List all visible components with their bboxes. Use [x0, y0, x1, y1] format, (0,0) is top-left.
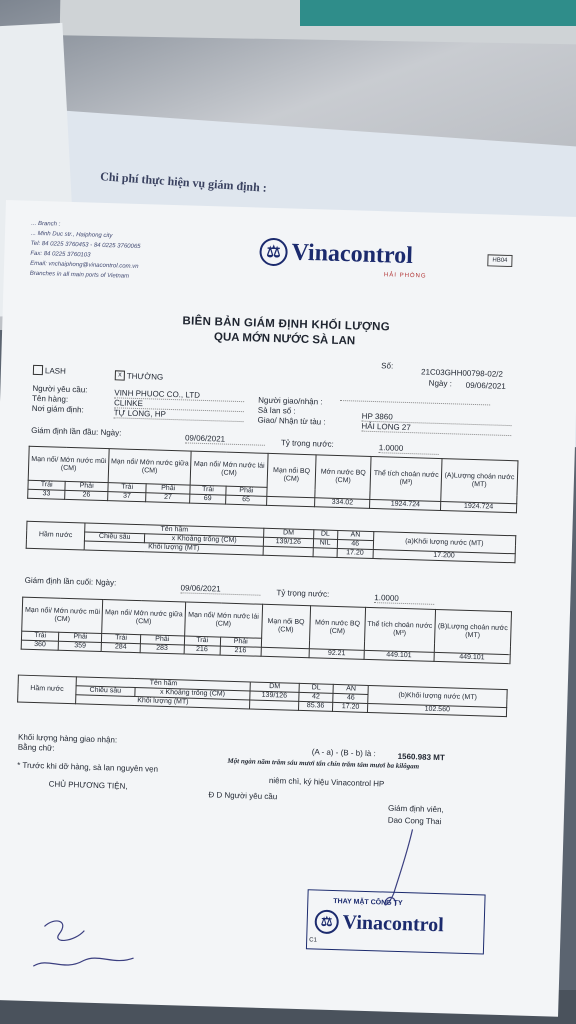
table-cell: [266, 496, 314, 506]
deliverer-value: [340, 400, 490, 405]
thuong-label: THƯỜNG: [126, 371, 164, 382]
first-draft-table: [27, 446, 518, 514]
table-cell: Khối lượng (MT): [84, 541, 263, 555]
surveyor-name: Dao Cong Thai: [387, 815, 442, 827]
letterhead-line: Branches in all main ports of Vietnam: [29, 270, 130, 280]
table-cell: 449.101: [434, 652, 511, 663]
inspection-report-sheet: [0, 200, 576, 1017]
last-density-value: 1.0000: [374, 593, 434, 605]
cargo-label: Tên hàng:: [31, 393, 69, 404]
logo-text: Vinacontrol: [291, 239, 414, 269]
khoang-label: Khoảng trống (CM): [165, 688, 226, 698]
table-cell: 92.21: [309, 649, 364, 660]
table-cell: 46: [337, 539, 373, 549]
table-cell: 33: [28, 489, 65, 499]
table-header: Tên hầm: [85, 523, 264, 537]
table-header: Trái: [28, 480, 65, 490]
deliverer-label: Người giao/nhận :: [258, 395, 323, 407]
stamp-code: C1: [309, 937, 317, 944]
table-header: Trái: [190, 485, 226, 495]
table-header: DM: [264, 528, 314, 538]
table-cell: [263, 546, 313, 556]
stamp-logo-text: Vinacontrol: [342, 910, 445, 936]
requester-signature-label: Đ D Người yêu cầu: [208, 790, 278, 802]
table-cell: 26: [65, 490, 108, 500]
last-draft-table: [21, 597, 512, 665]
logo-subtitle: HẢI PHÒNG: [383, 272, 427, 280]
last-density-label: Tỷ trọng nước:: [276, 588, 330, 599]
table-cell: 359: [59, 641, 102, 651]
table-header: Tên hầm: [76, 677, 251, 691]
table-cell: 139/126: [263, 537, 313, 547]
letterhead-line: Tel: 84 0225 3760453 - 84 0225 3760065: [30, 240, 141, 251]
background-binder: [300, 0, 576, 26]
last-survey-label: Giám định lần cuối: Ngày:: [24, 575, 117, 588]
table-cell: 1924.724: [440, 502, 516, 513]
table-cell: 27: [146, 493, 190, 503]
table-header: (B)Lượng choán nước (MT): [434, 609, 512, 654]
first-survey-date: 09/06/2021: [185, 433, 265, 445]
table-header: Hầm nước: [26, 521, 85, 550]
table-cell: 46: [333, 693, 368, 703]
document-title: BIÊN BẢN GIÁM ĐỊNH KHỐI LƯỢNG: [182, 315, 391, 334]
table-header: Phải: [140, 635, 184, 645]
table-cell: [261, 647, 309, 657]
total-formula: (A - a) - (B - b) là :: [311, 747, 376, 759]
table-cell: Chiều sâu: [76, 686, 135, 697]
table-cell: 69: [190, 494, 226, 504]
last-ballast-table: [17, 675, 508, 718]
table-header: Trái: [102, 634, 141, 644]
table-header: Mớn nước BQ (CM): [315, 455, 372, 500]
first-ballast-table: [26, 521, 517, 564]
last-survey-date: 09/06/2021: [180, 583, 260, 595]
table-cell: [250, 700, 298, 710]
table-header: DL: [313, 530, 338, 540]
document-subtitle: QUA MỚN NƯỚC SÀ LAN: [213, 331, 356, 348]
report-number: 21C03GHH00798-02/2: [420, 367, 504, 379]
letterhead-line: Email: vnchaiphong@vinacontrol.com.vn: [30, 260, 139, 270]
table-cell: 360: [21, 640, 59, 650]
table-header: Mạn nổi/ Mớn nước mũi (CM): [28, 446, 109, 482]
in-words-label: Bằng chữ:: [17, 742, 55, 753]
table-header: Mạn nổi/ Mớn nước giữa (CM): [102, 600, 185, 636]
table-cell: 216: [184, 645, 220, 655]
table-cell: [313, 548, 338, 558]
first-density-value: 1.0000: [379, 443, 439, 455]
requester-label: Người yêu cầu:: [32, 383, 88, 395]
khoang-checkbox: x: [159, 688, 164, 696]
thuong-checkbox: x: [115, 370, 125, 380]
table-cell: 284: [101, 643, 140, 653]
owner-signature-label: CHỦ PHƯƠNG TIỆN,: [48, 779, 128, 791]
location-label: Nơi giám định:: [31, 403, 84, 415]
table-header: Trái: [21, 631, 59, 641]
cargo-value: CLINKE: [114, 398, 244, 412]
table-header: Mạn nổi/ Mớn nước mũi (CM): [22, 597, 103, 633]
table-cell: Chiều sâu: [84, 532, 145, 543]
table-header: Mạn nổi BQ (CM): [261, 604, 310, 648]
stamp-logo: [314, 909, 444, 937]
seal-note-continued: niêm chì, ký hiệu Vinacontrol HP: [268, 776, 385, 789]
table-header: Phải: [65, 481, 108, 491]
first-survey-label: Giám định lần đầu: Ngày:: [31, 425, 122, 438]
table-cell: NIL: [313, 539, 338, 549]
seal-note: * Trước khi dỡ hàng, sà lan nguyên vẹn: [17, 760, 159, 774]
table-cell: 216: [220, 646, 261, 656]
form-code: HB04: [487, 254, 512, 267]
table-cell: 42: [298, 692, 333, 702]
table-cell: 17.200: [373, 550, 516, 563]
table-header: Thể tích choán nước (M³): [370, 456, 442, 501]
lash-label: LASH: [44, 366, 66, 376]
table-cell: 17.20: [337, 548, 373, 558]
table-cell: 65: [225, 495, 266, 505]
table-header: Trái: [108, 483, 146, 493]
scales-icon: ⚖: [314, 909, 339, 934]
table-cell: 449.101: [364, 650, 434, 661]
letterhead-line: Fax: 84 0225 3760103: [30, 250, 91, 259]
table-cell: 85.36: [298, 701, 333, 711]
so-label: Số:: [381, 361, 394, 371]
owner-handwritten-signature: [13, 911, 155, 985]
table-header: Hầm nước: [18, 675, 77, 704]
table-header: AN: [333, 684, 368, 694]
table-header: (b)Khối lượng nước (MT): [368, 685, 507, 707]
in-words-value: Một ngàn năm trăm sáu mươi tấn chín trăm tám mươi ba kilôgam: [227, 756, 420, 771]
total-label: Khối lượng hàng giao nhận:: [17, 732, 118, 745]
table-header: Phải: [146, 484, 190, 494]
table-header: (a)Khối lượng nước (MT): [373, 532, 516, 554]
table-cell: 334.02: [314, 498, 370, 509]
table-header: Phải: [226, 486, 267, 496]
letterhead-line: ... Minh Duc str., Haiphong city: [30, 230, 113, 240]
scales-icon: ⚖: [259, 238, 288, 267]
khoang-checkbox: x: [171, 535, 176, 543]
barge-value: HP 3860: [362, 412, 512, 426]
background-sheet-header: Chi phí thực hiện vụ giám định :: [99, 169, 268, 195]
first-density-label: Tỷ trọng nước:: [280, 438, 334, 449]
barge-label: Sà lan số :: [257, 405, 296, 416]
requester-value: VINH PHUOC CO., LTD: [114, 388, 244, 402]
table-header: Thể tích choán nước (M³): [364, 607, 435, 652]
table-header: Mạn nổi/ Mớn nước giữa (CM): [108, 449, 191, 485]
lash-checkbox: [33, 365, 43, 375]
khoang-label: Khoảng trống (CM): [177, 535, 237, 544]
table-cell: 17.20: [333, 702, 368, 712]
table-cell: 37: [108, 492, 146, 502]
table-cell: Khối lượng (MT): [76, 695, 251, 709]
report-date: 09/06/2021: [465, 380, 506, 391]
table-cell: 1924.724: [370, 499, 441, 510]
vessel-value: HẢI LONG 27: [361, 422, 511, 436]
stamp-title: THAY MẶT CÔNG TY: [333, 898, 403, 908]
table-header: DL: [299, 683, 334, 693]
table-cell: 139/126: [250, 691, 298, 701]
table-header: Mạn nổi/ Mớn nước lái (CM): [184, 602, 262, 638]
table-header: AN: [337, 530, 373, 540]
table-cell: 102.560: [368, 703, 507, 716]
vessel-label: Giao/ Nhận từ tàu :: [257, 415, 326, 427]
letterhead-address: [30, 219, 142, 282]
total-result: 1560.983 MT: [397, 751, 445, 763]
company-logo: [259, 238, 413, 271]
date-label: Ngày :: [428, 378, 453, 389]
table-header: Mớn nước BQ (CM): [309, 606, 365, 651]
table-header: (A)Lượng choán nước (MT): [441, 459, 518, 504]
table-header: Mạn nổi BQ (CM): [267, 453, 316, 497]
table-header: Phải: [59, 632, 102, 642]
table-header: Phải: [220, 637, 261, 647]
surveyor-signature-label: Giám định viên,: [387, 803, 444, 815]
location-value: TỰ LONG, HP: [114, 408, 244, 422]
letterhead-line: ... Branch :: [31, 220, 61, 228]
table-header: Trái: [184, 636, 220, 646]
table-header: DM: [250, 682, 298, 692]
table-header: Mạn nổi/ Mớn nước lái (CM): [190, 451, 268, 487]
table-cell: 283: [140, 644, 184, 654]
